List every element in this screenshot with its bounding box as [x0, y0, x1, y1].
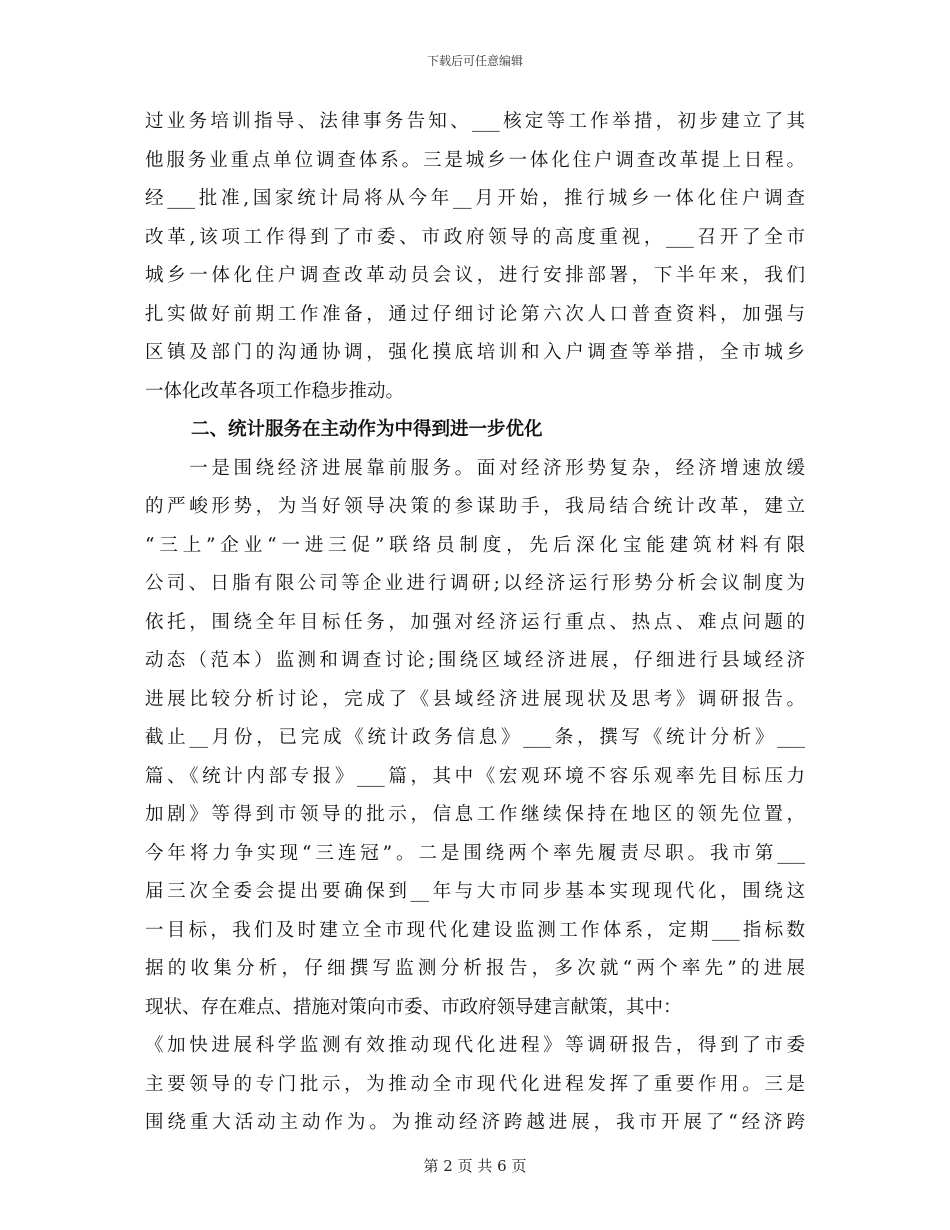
- text-line: 今年将力争实现“三连冠”。二是围绕两个率先履责尽职。我市第___: [145, 842, 805, 864]
- text-line: 公司、日脂有限公司等企业进行调研;以经济运行形势分析会议制度为: [145, 573, 805, 594]
- text-line: 一目标，我们及时建立全市现代化建设监测工作体系，定期___指标数: [145, 919, 805, 941]
- text-line: 届三次全委会提出要确保到__年与大市同步基本实现现代化，围绕这: [145, 881, 805, 902]
- text-line: 据的收集分析，仔细撰写监测分析报告，多次就“两个率先”的进展: [145, 958, 805, 979]
- text-line: 动态（范本）监测和调查讨论;围绕区域经济进展，仔细进行县域经济: [145, 650, 805, 671]
- text-line: 区镇及部门的沟通协调，强化摸底培训和入户调查等举措，全市城乡: [145, 342, 805, 363]
- text-line: 改革,该项工作得到了市委、市政府领导的高度重视，___召开了全市: [145, 226, 805, 248]
- text-line: 进展比较分析讨论，完成了《县域经济进展现状及思考》调研报告。: [145, 688, 805, 710]
- page-number-footer: 第 2 页 共 6 页: [423, 1157, 527, 1175]
- text-line: 城乡一体化住户调查改革动员会议，进行安排部署，下半年来，我们: [145, 265, 805, 286]
- text-line: 主要领导的专门批示，为推动全市现代化进程发挥了重要作用。三是: [145, 1073, 805, 1095]
- text-line: 他服务业重点单位调查体系。三是城乡一体化住户调查改革提上日程。: [145, 149, 805, 171]
- text-line: 《加快进展科学监测有效推动现代化进程》等调研报告，得到了市委: [145, 1035, 805, 1056]
- text-line: 一是围绕经济进展靠前服务。面对经济形势复杂，经济增速放缓: [145, 457, 805, 479]
- text-line: 篇、《统计内部专报》___篇，其中《宏观环境不容乐观率先目标压力: [145, 765, 805, 787]
- text-line: 扎实做好前期工作准备，通过仔细讨论第六次人口普查资料，加强与: [145, 303, 805, 325]
- section-heading: 二、统计服务在主动作为中得到进一步优化: [191, 419, 543, 440]
- page-header: 下载后可任意编辑: [426, 54, 523, 68]
- text-line: 加剧》等得到市领导的批示，信息工作继续保持在地区的领先位置，: [145, 804, 805, 825]
- text-line: 一体化改革各项工作稳步推动。: [145, 380, 405, 402]
- text-line: 经___批准,国家统计局将从今年__月开始，推行城乡一体化住户调查: [145, 188, 805, 209]
- text-line: 围绕重大活动主动作为。为推动经济跨越进展，我市开展了“经济跨: [145, 1112, 805, 1133]
- text-line: 过业务培训指导、法律事务告知、___核定等工作举措，初步建立了其: [145, 111, 805, 132]
- text-line: “三上”企业“一进三促”联络员制度，先后深化宝能建筑材料有限: [145, 534, 805, 556]
- text-line: 现状、存在难点、措施对策向市委、市政府领导建言献策，其中：: [145, 996, 682, 1018]
- text-line: 依托，围绕全年目标任务，加强对经济运行重点、热点、难点问题的: [145, 611, 805, 633]
- document-body: [145, 103, 805, 1143]
- text-line: 截止__月份，已完成《统计政务信息》___条，撰写《统计分析》___: [145, 727, 805, 748]
- text-line: 的严峻形势，为当好领导决策的参谋助手，我局结合统计改革，建立: [145, 496, 805, 517]
